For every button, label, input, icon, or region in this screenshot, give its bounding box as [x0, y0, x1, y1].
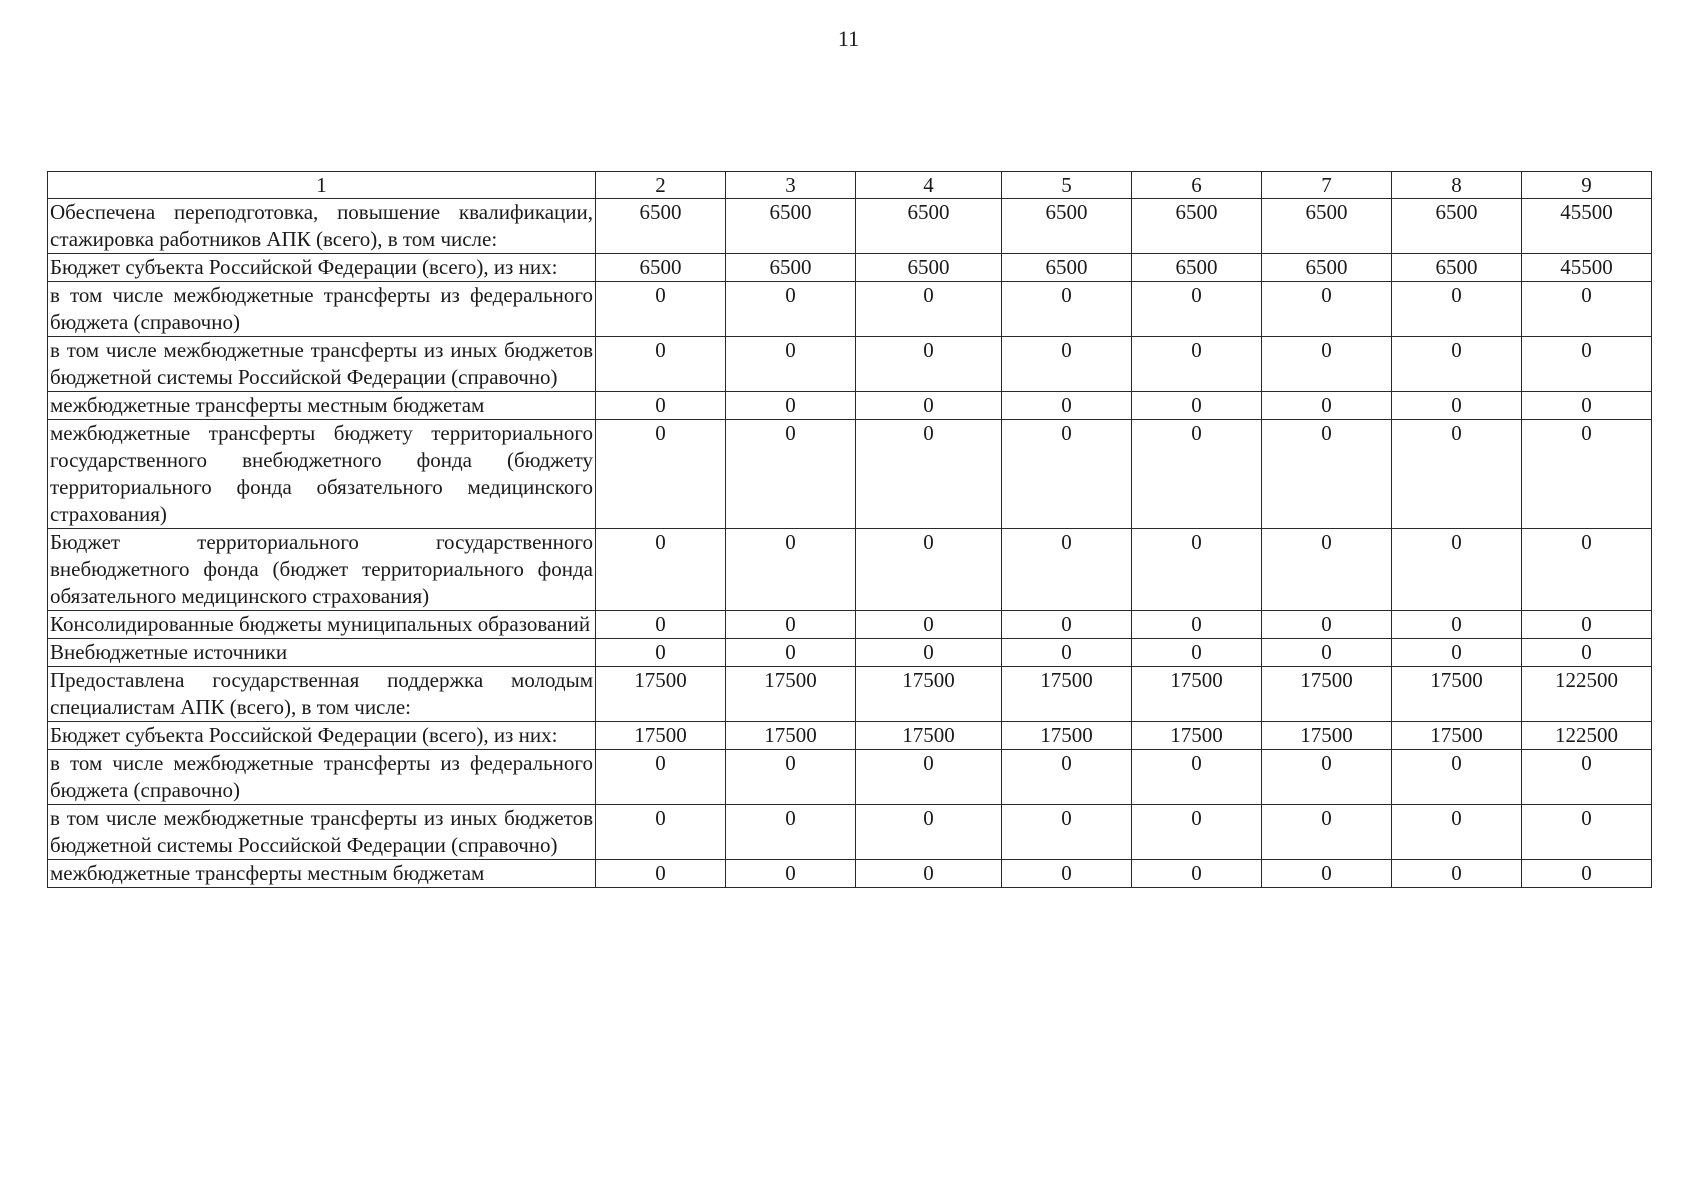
row-label: Внебюджетные источники — [48, 639, 596, 667]
value-cell: 0 — [1132, 282, 1262, 337]
value-cell: 0 — [726, 392, 856, 420]
value-cell: 0 — [856, 611, 1002, 639]
table-row — [48, 337, 1652, 392]
value-cell: 0 — [1392, 611, 1522, 639]
column-number-cell: 5 — [1002, 172, 1132, 199]
value-cell: 0 — [1002, 392, 1132, 420]
value-cell: 0 — [1262, 750, 1392, 805]
value-cell: 0 — [726, 805, 856, 860]
value-cell: 0 — [1002, 805, 1132, 860]
value-cell: 0 — [1522, 805, 1652, 860]
value-cell: 0 — [726, 639, 856, 667]
value-cell: 6500 — [726, 254, 856, 282]
value-cell: 0 — [1392, 750, 1522, 805]
row-label: Предоставлена государственная поддержка молодым специалистам АПК (всего), в том числе: — [48, 667, 596, 722]
value-cell: 122500 — [1522, 722, 1652, 750]
value-cell: 6500 — [1132, 199, 1262, 254]
value-cell: 0 — [856, 860, 1002, 888]
value-cell: 6500 — [1002, 254, 1132, 282]
column-number-cell: 8 — [1392, 172, 1522, 199]
value-cell: 6500 — [1262, 254, 1392, 282]
table-body — [48, 199, 1652, 888]
value-cell: 0 — [1392, 337, 1522, 392]
value-cell: 17500 — [1002, 722, 1132, 750]
value-cell: 45500 — [1522, 254, 1652, 282]
value-cell: 0 — [1132, 392, 1262, 420]
value-cell: 0 — [1262, 529, 1392, 611]
value-cell: 6500 — [1002, 199, 1132, 254]
row-label: Бюджет субъекта Российской Федерации (всего), из них: — [48, 254, 596, 282]
value-cell: 0 — [1392, 805, 1522, 860]
value-cell: 0 — [856, 392, 1002, 420]
value-cell: 0 — [596, 337, 726, 392]
value-cell: 6500 — [1262, 199, 1392, 254]
value-cell: 0 — [596, 611, 726, 639]
value-cell: 17500 — [1132, 722, 1262, 750]
page-number: 11 — [837, 26, 860, 51]
value-cell: 0 — [856, 420, 1002, 529]
column-number-cell: 2 — [596, 172, 726, 199]
value-cell: 0 — [1132, 529, 1262, 611]
value-cell: 6500 — [596, 254, 726, 282]
value-cell: 17500 — [856, 722, 1002, 750]
value-cell: 45500 — [1522, 199, 1652, 254]
column-number-cell: 4 — [856, 172, 1002, 199]
value-cell: 0 — [856, 805, 1002, 860]
value-cell: 6500 — [856, 254, 1002, 282]
value-cell: 0 — [1522, 392, 1652, 420]
value-cell: 0 — [726, 420, 856, 529]
value-cell: 17500 — [1132, 667, 1262, 722]
value-cell: 0 — [726, 611, 856, 639]
column-number-cell: 1 — [48, 172, 596, 199]
value-cell: 17500 — [726, 722, 856, 750]
value-cell: 0 — [856, 529, 1002, 611]
value-cell: 0 — [596, 282, 726, 337]
table-row — [48, 860, 1652, 888]
value-cell: 0 — [596, 750, 726, 805]
value-cell: 0 — [1132, 420, 1262, 529]
value-cell: 0 — [1262, 611, 1392, 639]
value-cell: 0 — [1522, 337, 1652, 392]
table-row — [48, 750, 1652, 805]
row-label: Обеспечена переподготовка, повышение квалификации, стажировка работников АПК (всего), в том числе: — [48, 199, 596, 254]
column-number-cell: 3 — [726, 172, 856, 199]
table-row — [48, 611, 1652, 639]
value-cell: 0 — [1522, 611, 1652, 639]
row-label: Бюджет субъекта Российской Федерации (всего), из них: — [48, 722, 596, 750]
value-cell: 0 — [1262, 639, 1392, 667]
table-row — [48, 199, 1652, 254]
value-cell: 0 — [1002, 420, 1132, 529]
value-cell: 0 — [1522, 529, 1652, 611]
table-row — [48, 667, 1652, 722]
table-row — [48, 639, 1652, 667]
row-label: межбюджетные трансферты бюджету территориального государственного внебюджетного фонда (бюджету территориального фонда обязательного медицинского страхования) — [48, 420, 596, 529]
table-row — [48, 805, 1652, 860]
row-label: Бюджет территориального государственного внебюджетного фонда (бюджет территориального фонда обязательного медицинского страхования) — [48, 529, 596, 611]
value-cell: 17500 — [1392, 722, 1522, 750]
value-cell: 0 — [1132, 860, 1262, 888]
value-cell: 0 — [1002, 639, 1132, 667]
value-cell: 0 — [726, 860, 856, 888]
row-label: межбюджетные трансферты местным бюджетам — [48, 392, 596, 420]
value-cell: 0 — [1522, 860, 1652, 888]
value-cell: 0 — [856, 639, 1002, 667]
value-cell: 0 — [1522, 639, 1652, 667]
value-cell: 6500 — [1132, 254, 1262, 282]
value-cell: 0 — [1262, 282, 1392, 337]
column-number-row — [48, 172, 1652, 199]
row-label: Консолидированные бюджеты муниципальных образований — [48, 611, 596, 639]
row-label: в том числе межбюджетные трансферты из иных бюджетов бюджетной системы Российской Федерации (справочно) — [48, 805, 596, 860]
row-label: межбюджетные трансферты местным бюджетам — [48, 860, 596, 888]
value-cell: 17500 — [856, 667, 1002, 722]
value-cell: 0 — [726, 529, 856, 611]
value-cell: 0 — [1262, 805, 1392, 860]
value-cell: 0 — [596, 392, 726, 420]
value-cell: 17500 — [1002, 667, 1132, 722]
value-cell: 17500 — [726, 667, 856, 722]
value-cell: 0 — [726, 337, 856, 392]
value-cell: 0 — [1002, 282, 1132, 337]
column-number-cell: 7 — [1262, 172, 1392, 199]
value-cell: 0 — [856, 282, 1002, 337]
table-row — [48, 282, 1652, 337]
row-label: в том числе межбюджетные трансферты из иных бюджетов бюджетной системы Российской Федерации (справочно) — [48, 337, 596, 392]
value-cell: 6500 — [856, 199, 1002, 254]
value-cell: 0 — [856, 750, 1002, 805]
value-cell: 0 — [1262, 392, 1392, 420]
value-cell: 6500 — [596, 199, 726, 254]
value-cell: 6500 — [1392, 254, 1522, 282]
value-cell: 17500 — [1392, 667, 1522, 722]
value-cell: 0 — [1262, 860, 1392, 888]
budget-table — [47, 171, 1652, 888]
table-row — [48, 392, 1652, 420]
column-number-cell: 9 — [1522, 172, 1652, 199]
value-cell: 0 — [1522, 282, 1652, 337]
value-cell: 0 — [1262, 337, 1392, 392]
value-cell: 17500 — [1262, 667, 1392, 722]
value-cell: 0 — [596, 529, 726, 611]
value-cell: 0 — [726, 282, 856, 337]
table-row — [48, 254, 1652, 282]
value-cell: 17500 — [596, 722, 726, 750]
value-cell: 122500 — [1522, 667, 1652, 722]
value-cell: 0 — [596, 860, 726, 888]
value-cell: 0 — [1002, 337, 1132, 392]
value-cell: 0 — [1132, 337, 1262, 392]
value-cell: 0 — [856, 337, 1002, 392]
value-cell: 0 — [596, 420, 726, 529]
value-cell: 0 — [1132, 750, 1262, 805]
row-label: в том числе межбюджетные трансферты из федерального бюджета (справочно) — [48, 750, 596, 805]
value-cell: 6500 — [1392, 199, 1522, 254]
value-cell: 0 — [1002, 529, 1132, 611]
value-cell: 6500 — [726, 199, 856, 254]
value-cell: 0 — [596, 805, 726, 860]
row-label: в том числе межбюджетные трансферты из федерального бюджета (справочно) — [48, 282, 596, 337]
value-cell: 17500 — [596, 667, 726, 722]
column-number-cell: 6 — [1132, 172, 1262, 199]
value-cell: 0 — [1392, 639, 1522, 667]
value-cell: 0 — [1392, 420, 1522, 529]
value-cell: 0 — [1262, 420, 1392, 529]
table-row — [48, 722, 1652, 750]
value-cell: 0 — [1522, 420, 1652, 529]
value-cell: 0 — [596, 639, 726, 667]
table-row — [48, 529, 1652, 611]
value-cell: 0 — [1002, 611, 1132, 639]
value-cell: 0 — [1002, 860, 1132, 888]
value-cell: 0 — [1392, 392, 1522, 420]
value-cell: 0 — [1522, 750, 1652, 805]
value-cell: 0 — [1392, 282, 1522, 337]
value-cell: 0 — [1132, 805, 1262, 860]
value-cell: 0 — [1392, 860, 1522, 888]
value-cell: 0 — [1002, 750, 1132, 805]
value-cell: 0 — [1392, 529, 1522, 611]
table-row — [48, 420, 1652, 529]
value-cell: 0 — [1132, 611, 1262, 639]
value-cell: 0 — [1132, 639, 1262, 667]
value-cell: 17500 — [1262, 722, 1392, 750]
value-cell: 0 — [726, 750, 856, 805]
